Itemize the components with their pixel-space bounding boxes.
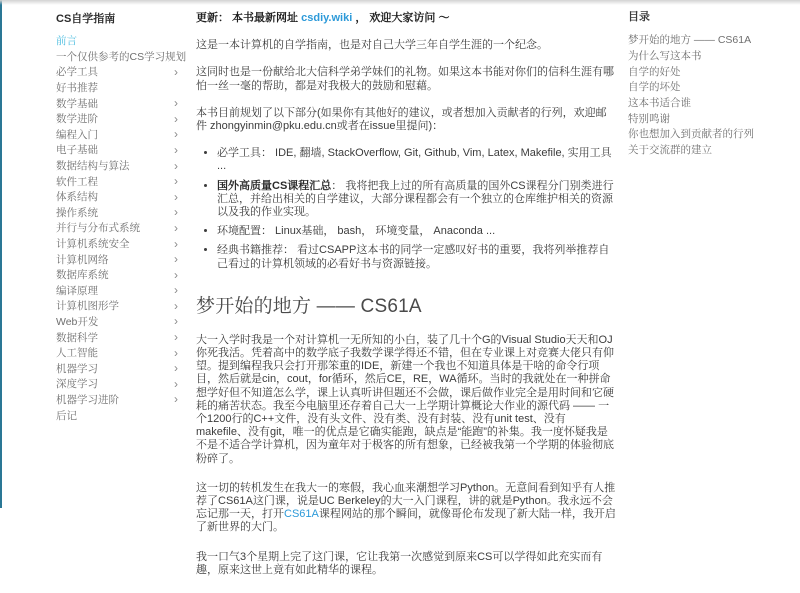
- sidebar-item-label: 人工智能: [56, 347, 98, 360]
- toc-item[interactable]: 为什么写这本书: [628, 50, 702, 63]
- toc-list: [628, 32, 793, 158]
- sidebar-item[interactable]: [56, 158, 178, 174]
- intro-paragraph: 这是一本计算机的自学指南，也是对自己大学三年自学生涯的一个纪念。: [196, 39, 548, 52]
- sidebar-item-label: 必学工具: [56, 66, 98, 79]
- sidebar-item[interactable]: [56, 329, 178, 345]
- chevron-right-icon: ›: [174, 220, 178, 235]
- sidebar-item[interactable]: [56, 345, 178, 361]
- sidebar-item-label: 计算机系统安全: [56, 238, 130, 251]
- sidebar-item[interactable]: [56, 236, 178, 252]
- toc-panel: [628, 10, 793, 158]
- update-text: 更新： 本书最新网址: [196, 12, 302, 24]
- cs61a-course-link[interactable]: CS61A: [284, 508, 319, 521]
- sidebar-item-label: 操作系统: [56, 206, 98, 219]
- chevron-right-icon: ›: [174, 158, 178, 173]
- sidebar-item[interactable]: [56, 392, 178, 408]
- sidebar-item[interactable]: [56, 298, 178, 314]
- sidebar-item-label: 机器学习: [56, 362, 98, 375]
- update-text: ， 欢迎大家访问 ～: [352, 12, 450, 24]
- toc-item[interactable]: 梦开始的地方 —— CS61A: [628, 34, 752, 47]
- plan-item-text: ： 我将把我上过的所有高质量的国外CS课程分门别类进行汇总，并给出相关的自学建议，大部分课程都会有一个独立的仓库维护相关的资源以及我的作业实现。: [217, 179, 614, 219]
- sidebar-item[interactable]: [56, 173, 178, 189]
- chevron-right-icon: ›: [174, 236, 178, 251]
- sidebar-item[interactable]: [56, 407, 178, 423]
- chevron-right-icon: ›: [174, 252, 178, 267]
- sidebar-item-label: 体系结构: [56, 191, 98, 204]
- chevron-right-icon: ›: [174, 267, 178, 282]
- intro-paragraph: 这同时也是一份献给北大信科学弟学妹们的礼物。如果这本书能对你们的信科生涯有哪怕一丝一毫的帮助，都是对我极大的鼓励和慰藉。: [196, 66, 614, 92]
- sidebar-item-label: 前言: [56, 35, 77, 48]
- plan-list-item: [217, 244, 617, 270]
- sidebar-item-label: 数学基础: [56, 97, 98, 110]
- sidebar-item-label: 深度学习: [56, 378, 98, 391]
- sidebar-item-label: 编程入门: [56, 128, 98, 141]
- sidebar-item[interactable]: [56, 49, 187, 65]
- sidebar-item[interactable]: [56, 314, 178, 330]
- cs61a-paragraph-text: 课程网站的那个瞬间，就像哥伦布发现了新大陆一样，我开启了新世界的大门。: [196, 508, 616, 534]
- chevron-right-icon: ›: [174, 111, 178, 126]
- sidebar-item[interactable]: [56, 220, 178, 236]
- toc-item[interactable]: 你也想加入到贡献者的行列: [628, 128, 754, 141]
- toc-item[interactable]: 自学的好处: [628, 65, 681, 78]
- sidebar-item[interactable]: [56, 142, 178, 158]
- sidebar-item-label: 数据库系统: [56, 269, 109, 282]
- plan-list-item: [217, 225, 617, 238]
- sidebar-list: [56, 33, 187, 423]
- chevron-right-icon: ›: [174, 189, 178, 204]
- csdiy-link[interactable]: csdiy.wiki: [301, 12, 353, 24]
- sidebar-item[interactable]: [56, 111, 178, 127]
- toc-item[interactable]: 自学的坏处: [628, 81, 681, 94]
- chevron-right-icon: ›: [174, 376, 178, 391]
- sidebar-item-label: 数据科学: [56, 331, 98, 344]
- plan-list: [196, 147, 617, 271]
- chevron-right-icon: ›: [174, 64, 178, 79]
- sidebar-item[interactable]: [56, 95, 178, 111]
- sidebar-item-label: 后记: [56, 409, 77, 422]
- plan-item-text: 环境配置： Linux基础， bash， 环境变量， Anaconda ...: [217, 225, 496, 238]
- sidebar-item[interactable]: [56, 80, 178, 96]
- sidebar-item-preface[interactable]: [56, 33, 178, 49]
- chevron-right-icon: ›: [174, 142, 178, 157]
- toc-item[interactable]: 特别鸣谢: [628, 112, 670, 125]
- chevron-right-icon: ›: [174, 174, 178, 189]
- plan-item-text: 经典书籍推荐： 看过CSAPP这本书的同学一定感叹好书的重要，我将列举推荐自己看过的计算机领域的必看好书与资源链接。: [217, 244, 610, 270]
- sidebar-item[interactable]: [56, 64, 178, 80]
- chevron-right-icon: ›: [174, 96, 178, 111]
- chevron-right-icon: ›: [174, 361, 178, 376]
- chevron-right-icon: ›: [174, 345, 178, 360]
- intro-paragraph: 本书目前规划了以下部分(如果你有其他好的建议，或者想加入贡献者的行列，欢迎邮件 zhongyinmin@pku.edu.cn或者在issue里提问)：: [196, 106, 607, 133]
- chevron-right-icon: ›: [174, 283, 178, 298]
- sidebar-item-label: 电子基础: [56, 144, 98, 157]
- plan-list-item: [217, 180, 617, 220]
- plan-list-item: [217, 147, 617, 173]
- sidebar-item[interactable]: [56, 283, 178, 299]
- sidebar-item-label: 软件工程: [56, 175, 98, 188]
- sidebar-item-label: 编译原理: [56, 284, 98, 297]
- sidebar-nav: [56, 12, 187, 423]
- sidebar-item-label: 机器学习进阶: [56, 393, 119, 406]
- plan-item-label: 国外高质量CS课程汇总: [217, 179, 332, 192]
- cs61a-paragraph: 我一口气3个星期上完了这门课，它让我第一次感觉到原来CS可以学得如此充实而有趣，原来这世上竟有如此精华的课程。: [196, 550, 603, 576]
- section-heading-cs61a: 梦开始的地方 —— CS61A: [196, 295, 422, 317]
- sidebar-item[interactable]: [56, 376, 178, 392]
- plan-item-text: 必学工具： IDE, 翻墙, StackOverflow, Git, Github, Vim, Latex, Makefile, 实用工具 ...: [217, 147, 612, 173]
- sidebar-item[interactable]: [56, 127, 178, 143]
- chevron-right-icon: ›: [174, 330, 178, 345]
- sidebar-item[interactable]: [56, 189, 178, 205]
- chevron-right-icon: ›: [174, 392, 178, 407]
- sidebar-item[interactable]: [56, 360, 178, 376]
- article-content: [196, 0, 617, 593]
- sidebar-item-label: 一个仅供参考的CS学习规划: [56, 50, 187, 63]
- sidebar-item-label: 计算机网络: [56, 253, 109, 266]
- cs61a-paragraph: 大一入学时我是一个对计算机一无所知的小白，装了几十个G的Visual Studio天天和OJ你死我活。凭着高中的数学底子我数学课学得还不错，但在专业课上对竞赛大佬只有仰望。提到编程我只会打开那笨重的IDE，新建一个我也不知道具体是干啥的命令行项目，然后就是cin，cout，for循环，然后CE，RE，WA循环。当时的我就处在一种拼命想学好但不知道怎么学，课上认真听讲但题还不会做，课后做作业完全是用时间和它硬耗的痛苦状态。我至今电脑里还存着自己大一上学期计算概论大作业的源代码 —— 一个1200行的C++文件，没有头文件、没有类、没有封装、没有unit test、没有makefile、没有git，唯一的优点是它确实能跑，缺点是“能跑”的补集。我一度怀疑我是不是不适合学计算机，因为童年对于极客的所有想象，已经被我第一个学期的体验彻底粉碎了。: [196, 333, 614, 465]
- sidebar-item-label: 数据结构与算法: [56, 160, 130, 173]
- sidebar-item[interactable]: [56, 205, 178, 221]
- update-notice: [196, 12, 617, 25]
- sidebar-item-label: 并行与分布式系统: [56, 222, 140, 235]
- sidebar-item[interactable]: [56, 267, 178, 283]
- toc-title: 目录: [628, 11, 650, 23]
- chevron-right-icon: ›: [174, 298, 178, 313]
- sidebar-item-label: 好书推荐: [56, 82, 98, 95]
- sidebar-item-label: 数学进阶: [56, 113, 98, 126]
- chevron-right-icon: ›: [174, 205, 178, 220]
- chevron-right-icon: ›: [174, 127, 178, 142]
- window-left-edge: [0, 0, 2, 508]
- chevron-right-icon: ›: [174, 314, 178, 329]
- sidebar-item[interactable]: [56, 251, 178, 267]
- site-title: CS自学指南: [56, 13, 116, 25]
- toc-item[interactable]: 关于交流群的建立: [628, 144, 712, 157]
- sidebar-item-label: 计算机图形学: [56, 300, 119, 313]
- toc-item[interactable]: 这本书适合谁: [628, 97, 691, 110]
- sidebar-item-label: Web开发: [56, 315, 99, 328]
- cs61a-paragraph-text: 这一切的转机发生在我大一的寒假，我心血来潮想学习Python。无意间看到知乎有人推荐了CS61A这门课，说是UC Berkeley的大一入门课程，讲的就是Python。我永远不会忘记那一天，打开: [196, 481, 616, 521]
- cs61a-paragraph: [196, 482, 617, 535]
